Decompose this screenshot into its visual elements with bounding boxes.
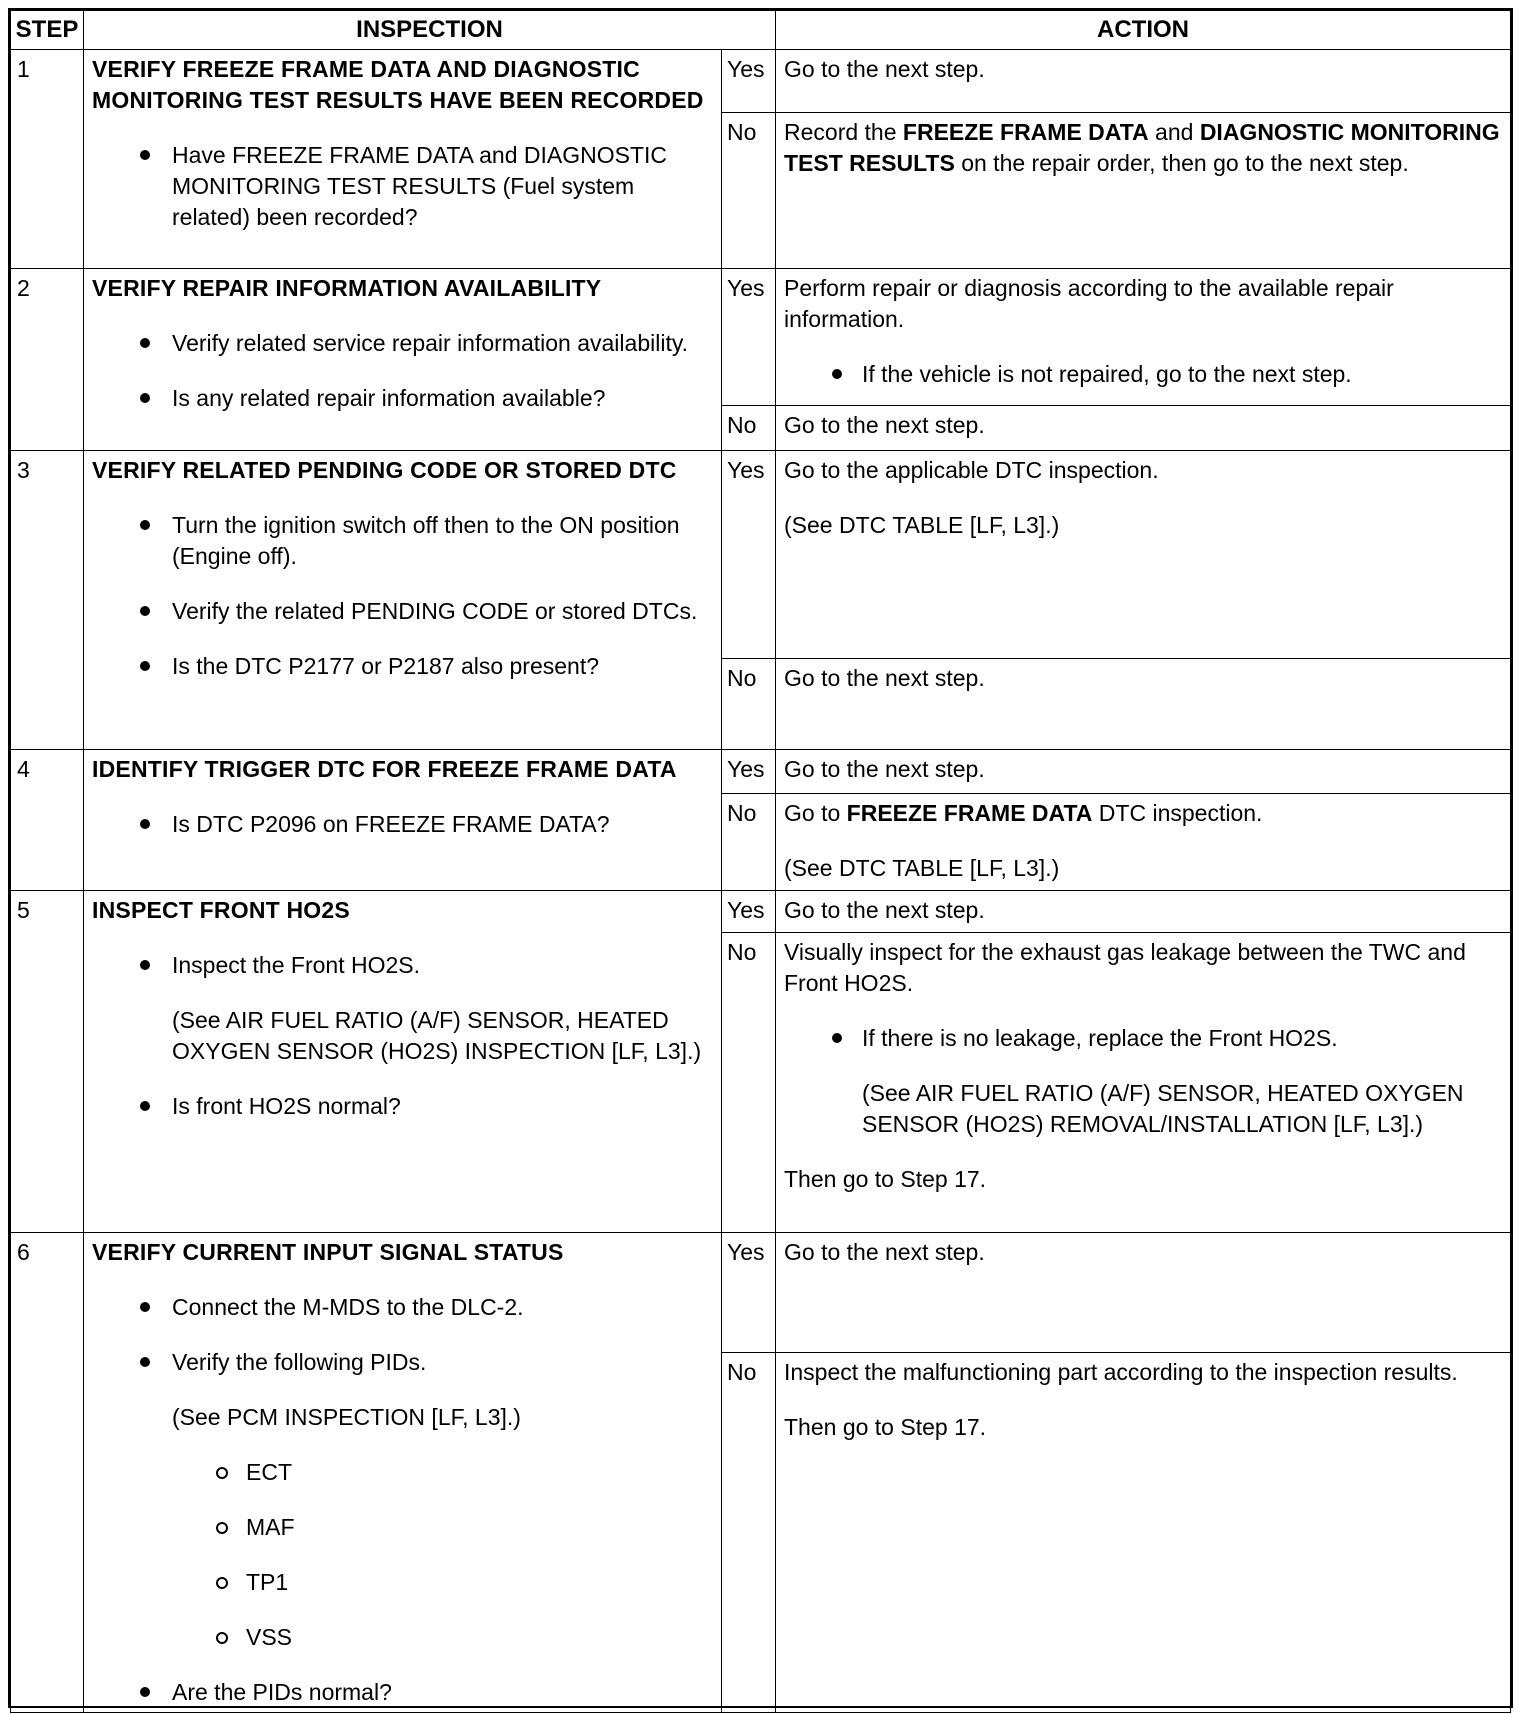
no-label: No (722, 1353, 776, 1713)
action-text: Record the (784, 119, 903, 145)
inspection-bullet: Connect the M-MDS to the DLC-2. (92, 1292, 713, 1323)
step-title: IDENTIFY TRIGGER DTC FOR FREEZE FRAME DATA (92, 756, 677, 782)
step-5-yes-action: Go to the next step. (776, 891, 1511, 933)
no-label: No (722, 794, 776, 891)
step-3-yes-row (11, 451, 1511, 659)
inspection-bullet: Is the DTC P2177 or P2187 also present? (92, 651, 713, 682)
step-1-inspection (84, 50, 722, 269)
yes-label: Yes (722, 50, 776, 113)
step-4-inspection (84, 750, 722, 891)
action-text: and (1148, 119, 1200, 145)
step-2-no-action: Go to the next step. (776, 406, 1511, 451)
step-number: 6 (11, 1233, 84, 1713)
action-text: Perform repair or diagnosis according to the available repair information. (784, 275, 1394, 332)
step-3-yes-action (776, 451, 1511, 659)
step-6-no-action (776, 1353, 1511, 1713)
inspection-bullet: Inspect the Front HO2S. (92, 950, 713, 981)
step-title: INSPECT FRONT HO2S (92, 897, 350, 923)
pid-item: MAF (92, 1512, 713, 1543)
step-6-inspection (84, 1233, 722, 1713)
no-label: No (722, 659, 776, 750)
header-inspection: INSPECTION (84, 11, 776, 50)
action-bullet: If there is no leakage, replace the Front HO2S. (784, 1023, 1502, 1054)
inspection-bullet: Verify the following PIDs. (92, 1347, 713, 1378)
pid-item: VSS (92, 1622, 713, 1653)
inspection-bullet: Turn the ignition switch off then to the ON position (Engine off). (92, 510, 713, 572)
action-text: Go to (784, 800, 847, 826)
action-text: Inspect the malfunctioning part according to the inspection results. (784, 1359, 1458, 1385)
inspection-table (10, 10, 1511, 1713)
yes-label: Yes (722, 1233, 776, 1353)
inspection-bullet: Are the PIDs normal? (92, 1677, 713, 1708)
step-number: 2 (11, 269, 84, 451)
step-1-yes-row (11, 50, 1511, 113)
action-text: Go to the applicable DTC inspection. (784, 457, 1159, 483)
step-title: VERIFY FREEZE FRAME DATA AND DIAGNOSTIC MONITORING TEST RESULTS HAVE BEEN RECORDED (92, 56, 704, 113)
action-reference: (See DTC TABLE [LF, L3].) (784, 855, 1060, 881)
action-reference: (See DTC TABLE [LF, L3].) (784, 512, 1060, 538)
step-3-no-action: Go to the next step. (776, 659, 1511, 750)
step-6-yes-row (11, 1233, 1511, 1353)
yes-label: Yes (722, 451, 776, 659)
step-4-yes-action: Go to the next step. (776, 750, 1511, 794)
header-step: STEP (11, 11, 84, 50)
action-text: on the repair order, then go to the next step. (954, 150, 1409, 176)
action-bullet: If the vehicle is not repaired, go to the next step. (784, 359, 1502, 390)
pid-item: ECT (92, 1457, 713, 1488)
no-label: No (722, 113, 776, 269)
yes-label: Yes (722, 269, 776, 406)
step-6-yes-action: Go to the next step. (776, 1233, 1511, 1353)
no-label: No (722, 933, 776, 1233)
step-1-yes-action: Go to the next step. (776, 50, 1511, 113)
inspection-bullet: Verify related service repair information availability. (92, 328, 713, 359)
step-title: VERIFY RELATED PENDING CODE OR STORED DTC (92, 457, 677, 483)
step-4-yes-row (11, 750, 1511, 794)
inspection-reference: (See AIR FUEL RATIO (A/F) SENSOR, HEATED OXYGEN SENSOR (HO2S) INSPECTION [LF, L3].) (172, 1007, 702, 1064)
step-title: VERIFY REPAIR INFORMATION AVAILABILITY (92, 275, 602, 301)
step-4-no-action (776, 794, 1511, 891)
action-then: Then go to Step 17. (784, 1166, 987, 1192)
inspection-bullet: Is front HO2S normal? (92, 1091, 713, 1122)
step-title: VERIFY CURRENT INPUT SIGNAL STATUS (92, 1239, 564, 1265)
action-text: Visually inspect for the exhaust gas leakage between the TWC and Front HO2S. (784, 939, 1466, 996)
action-text (784, 798, 1502, 829)
step-2-inspection (84, 269, 722, 451)
no-label: No (722, 406, 776, 451)
step-5-yes-row (11, 891, 1511, 933)
step-number: 5 (11, 891, 84, 1233)
action-bold-text: FREEZE FRAME DATA (902, 119, 1149, 145)
step-5-no-action (776, 933, 1511, 1233)
inspection-table-sheet (8, 8, 1513, 1708)
step-number: 1 (11, 50, 84, 269)
step-number: 3 (11, 451, 84, 750)
action-bold-text: FREEZE FRAME DATA (846, 800, 1093, 826)
step-5-inspection (84, 891, 722, 1233)
step-2-yes-action (776, 269, 1511, 406)
inspection-bullet: Is DTC P2096 on FREEZE FRAME DATA? (92, 809, 713, 840)
pid-item: TP1 (92, 1567, 713, 1598)
yes-label: Yes (722, 750, 776, 794)
action-bold-text: DIAGNOSTIC MONITORING TEST RESULTS (784, 119, 1500, 176)
step-2-yes-row (11, 269, 1511, 406)
inspection-reference: (See PCM INSPECTION [LF, L3].) (172, 1404, 521, 1430)
action-then: Then go to Step 17. (784, 1414, 987, 1440)
yes-label: Yes (722, 891, 776, 933)
action-reference: (See AIR FUEL RATIO (A/F) SENSOR, HEATED OXYGEN SENSOR (HO2S) REMOVAL/INSTALLATION [LF, L3].) (862, 1080, 1464, 1137)
inspection-bullet: Verify the related PENDING CODE or stored DTCs. (92, 596, 713, 627)
step-3-inspection (84, 451, 722, 750)
inspection-bullet: Is any related repair information available? (92, 383, 713, 414)
step-1-no-action (776, 113, 1511, 269)
header-row (11, 11, 1511, 50)
inspection-bullet: Have FREEZE FRAME DATA and DIAGNOSTIC MONITORING TEST RESULTS (Fuel system related) been recorded? (92, 140, 713, 233)
header-action: ACTION (776, 11, 1511, 50)
step-number: 4 (11, 750, 84, 891)
action-text: DTC inspection. (1092, 800, 1263, 826)
